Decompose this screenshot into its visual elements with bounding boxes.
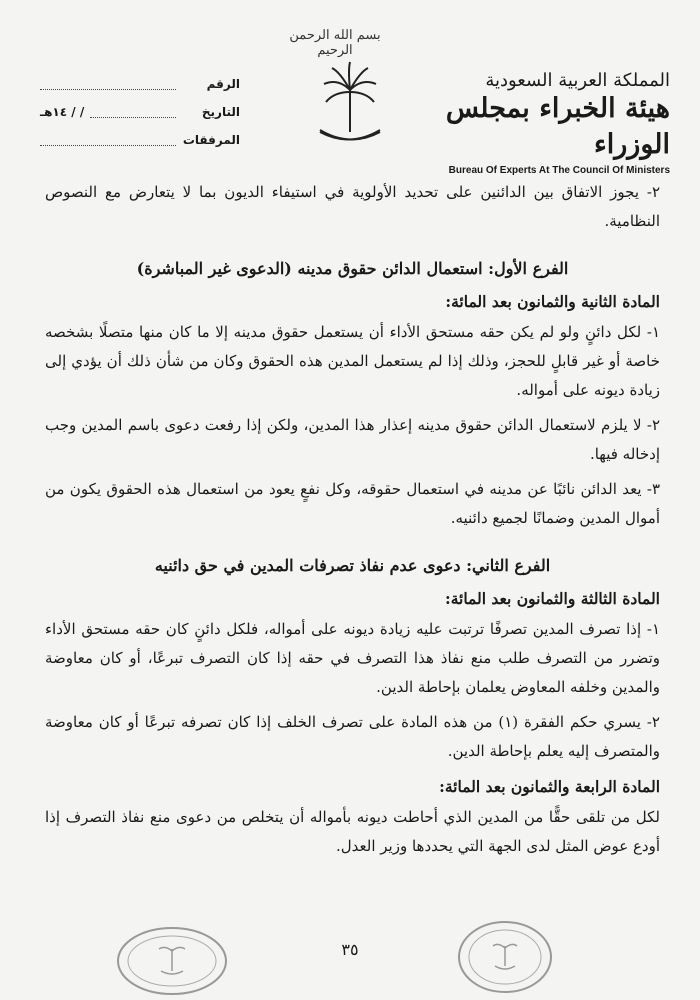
article-heading: المادة الثانية والثمانون بعد المائة: [445, 292, 660, 311]
field-line [90, 107, 176, 118]
reference-number-field [40, 70, 240, 98]
bureau-name-english: Bureau Of Experts At The Council Of Ministers [448, 165, 670, 176]
field-line [40, 79, 176, 90]
date-field [40, 98, 240, 126]
section-heading: الفرع الثاني: دعوى عدم نفاذ تصرفات المدين في حق دائنيه [154, 556, 551, 575]
organization-header [425, 70, 670, 176]
document-body [45, 178, 660, 867]
paragraph: ٢- يجوز الاتفاق بين الدائنين على تحديد الأولوية في استيفاء الديون بما لا يتعارض مع النصوص النظامية. [45, 183, 660, 230]
field-label: التاريخ [201, 105, 240, 119]
kingdom-name: المملكة العربية السعودية [485, 70, 670, 91]
paragraph: ١- لكل دائنٍ ولو لم يكن حقه مستحق الأداء أن يستعمل حقوق مدينه إلا ما كان منها متصلًا بشخصه خاصة أو غير قابلٍ للحجز، وذلك إذا لم يستعمل المدين هذه الحقوق وكان من شأن ذلك أن يؤدي إلى زيادة ديونه على أمواله. [45, 323, 660, 399]
paragraph: لكل من تلقى حقًّا من المدين الذي أحاطت ديونه بأمواله أن يتخلص من دعوى منع نفاذ التصرف إذا أودع عوض المثل لدى الجهة التي يحددها وزير العدل. [45, 808, 660, 855]
date-value: / / ١٤هـ [40, 105, 85, 119]
field-label: المرفقات [182, 133, 240, 147]
letter-reference-fields [40, 70, 240, 154]
section-heading: الفرع الأول: استعمال الدائن حقوق مدينه (الدعوى غير المباشرة) [136, 259, 569, 278]
field-label: الرقم [206, 77, 240, 91]
paragraph: ٣- يعد الدائن نائبًا عن مدينه في استعمال حقوقه، وكل نفعٍ يعود من استعمال هذه الحقوق يكون من أموال المدين وضمانًا لجميع دائنيه. [45, 480, 660, 527]
paragraph: ١- إذا تصرف المدين تصرفًا ترتبت عليه زيادة ديونه على أمواله، فلكل دائنٍ كان حقه مستحق الأداء وتضرر من التصرف طلب منع نفاذ هذا التصرف في حقه إذا كان التصرف تبرعًا، أو كان معاوضة والمدين وخلفه المعاوض يعلمان بإحاطة الدين. [45, 620, 660, 696]
bureau-name: هيئة الخبراء بمجلس الوزراء [445, 93, 670, 160]
official-seal-right-icon [455, 918, 555, 996]
paragraph: ٢- لا يلزم لاستعمال الدائن حقوق مدينه إعذار هذا المدين، ولكن إذا رفعت دعوى باسم المدين وجب إدخاله فيها. [45, 416, 660, 463]
field-line [40, 135, 176, 146]
bismillah: بسم الله الرحمن الرحيم [289, 28, 381, 58]
paragraph: ٢- يسري حكم الفقرة (١) من هذه المادة على تصرف الخلف إذا كان تصرفه تبرعًا أو كان معاوضة والمتصرف إليه يعلم بإحاطة الدين. [45, 713, 660, 760]
article-heading: المادة الثالثة والثمانون بعد المائة: [444, 589, 660, 608]
page-number: ٣٥ [341, 940, 359, 959]
attachments-field [40, 126, 240, 154]
article-heading: المادة الرابعة والثمانون بعد المائة: [439, 777, 660, 796]
official-seal-left-icon [115, 925, 230, 997]
palm-swords-emblem-icon [310, 50, 390, 150]
